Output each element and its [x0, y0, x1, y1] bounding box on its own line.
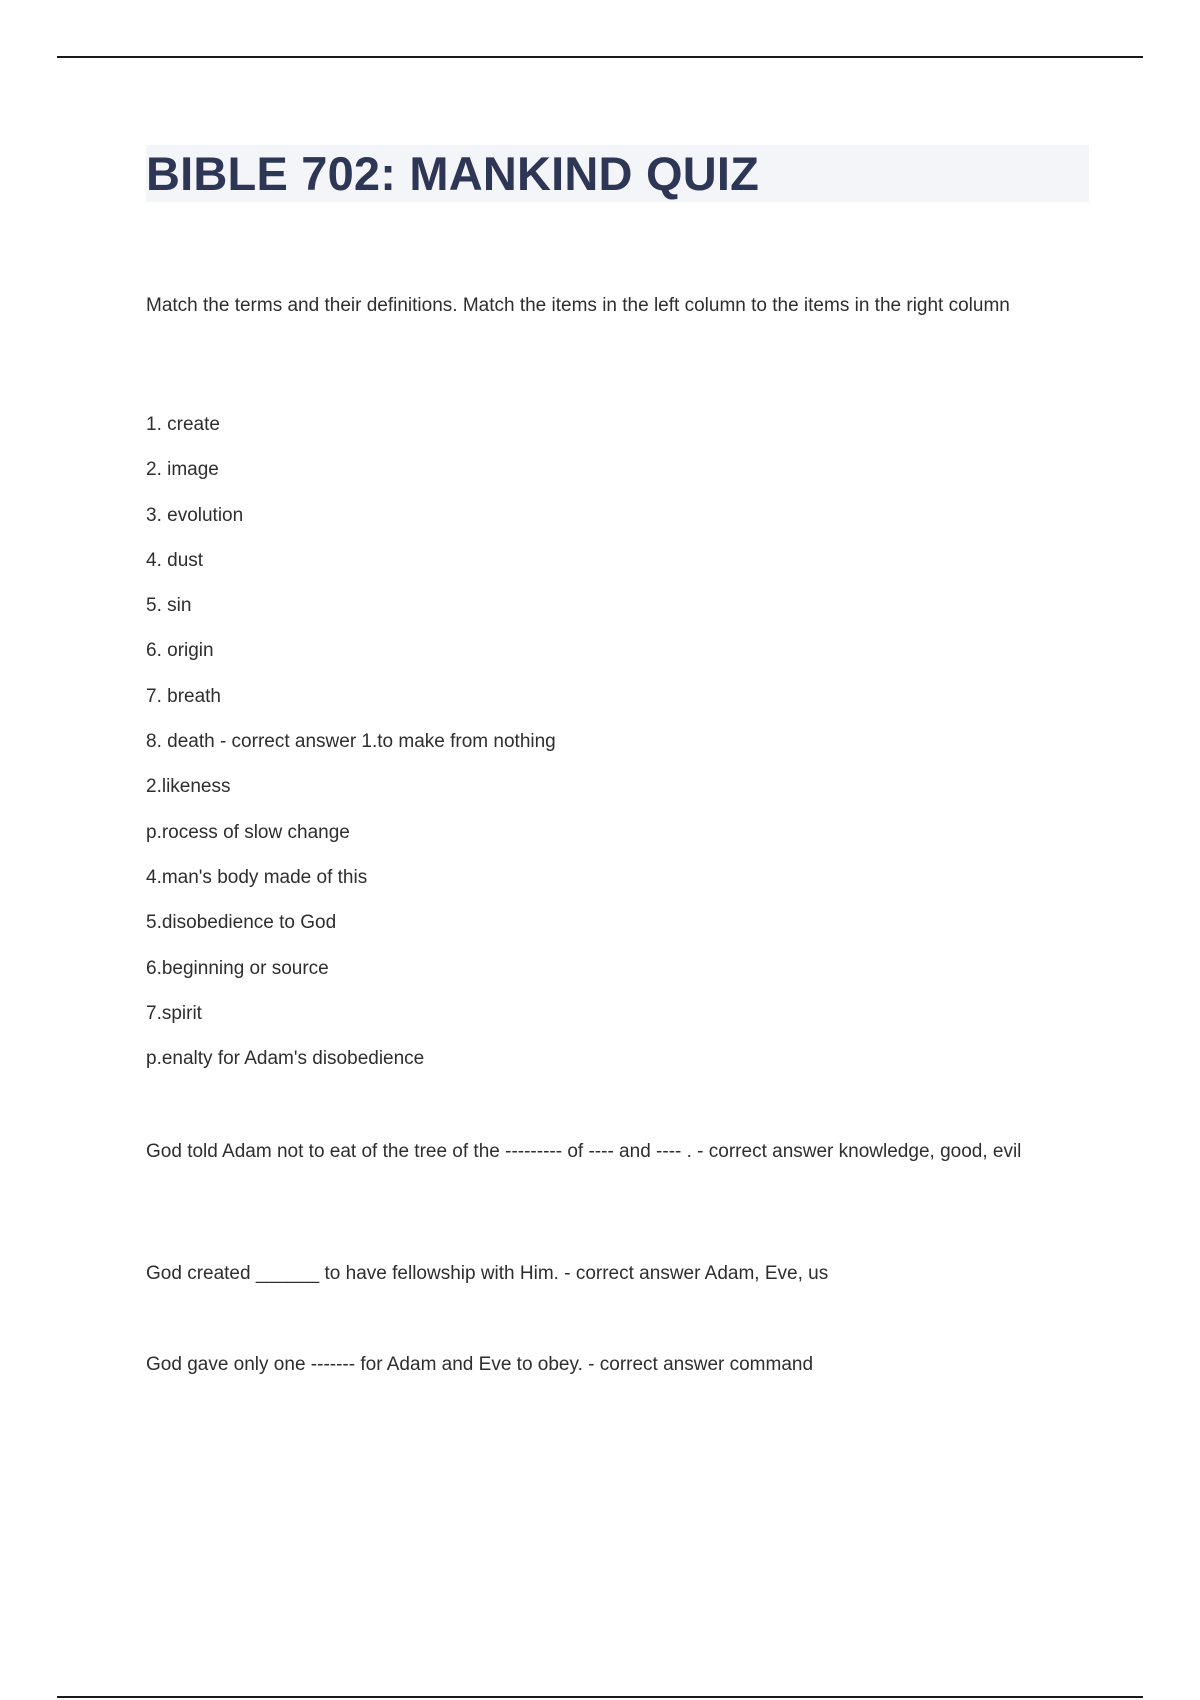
list-item: 6. origin [146, 640, 214, 662]
bottom-rule [57, 1696, 1143, 1698]
list-item: p.enalty for Adam's disobedience [146, 1048, 425, 1070]
list-item: 7. breath [146, 685, 221, 707]
list-item: 6.beginning or source [146, 957, 329, 979]
question-fellowship: God created ______ to have fellowship with Him. - correct answer Adam, Eve, us [146, 1263, 829, 1284]
list-item: 2. image [146, 459, 219, 481]
instructions: Match the terms and their definitions. Match the items in the left column to the items in the right column [146, 295, 1010, 316]
page-title: BIBLE 702: MANKIND QUIZ [146, 147, 760, 200]
list-item: 5. sin [146, 595, 192, 617]
list-item: p.rocess of slow change [146, 821, 350, 843]
top-rule [57, 56, 1143, 58]
list-item: 3. evolution [146, 504, 244, 526]
list-item: 8. death - correct answer 1.to make from nothing [146, 731, 556, 753]
list-item: 5.disobedience to God [146, 912, 337, 934]
question-tree-of-knowledge: God told Adam not to eat of the tree of the --------- of ---- and ---- . - correct answer knowledge, good, evil [146, 1141, 1022, 1162]
list-item: 7.spirit [146, 1002, 202, 1024]
list-item: 2.likeness [146, 776, 231, 798]
matching-list [146, 413, 556, 1092]
list-item: 1. create [146, 414, 220, 435]
question-command: God gave only one ------- for Adam and Eve to obey. - correct answer command [146, 1354, 814, 1375]
list-item: 4.man's body made of this [146, 866, 368, 888]
list-item: 4. dust [146, 549, 204, 571]
